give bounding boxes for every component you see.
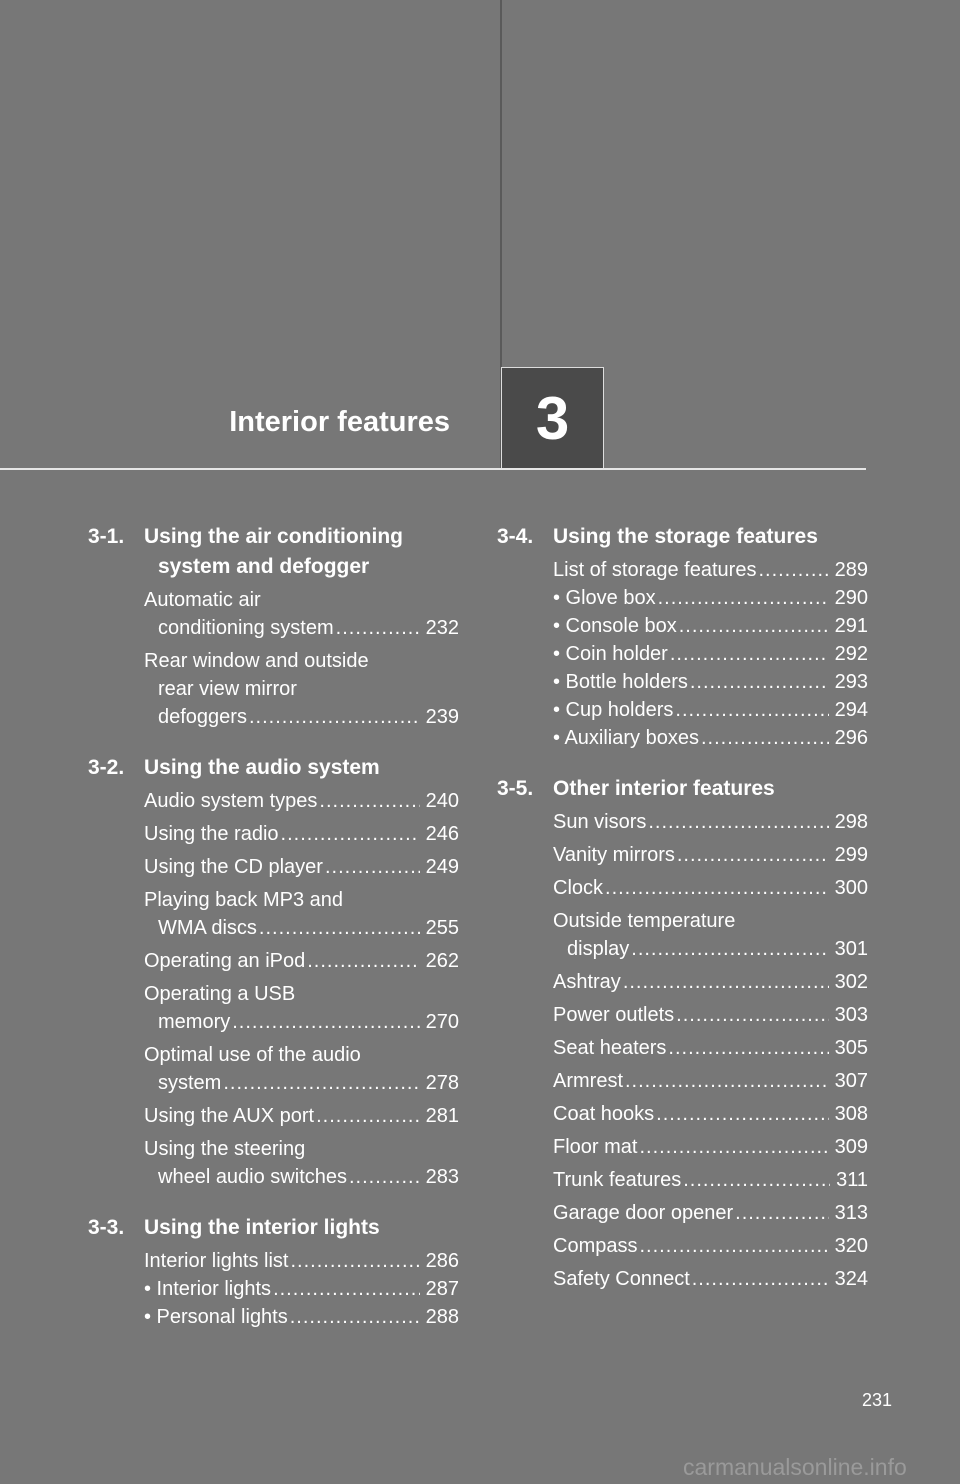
toc-entry-text: Operating an iPod: [144, 950, 306, 972]
toc-entry[interactable]: [553, 1001, 868, 1029]
leader-dots: [676, 1001, 828, 1029]
toc-entry-text: system: [158, 1072, 222, 1094]
toc-entry[interactable]: [553, 1067, 868, 1095]
leader-dots: [249, 703, 420, 731]
toc-entry-row: [144, 1163, 459, 1191]
toc-entry[interactable]: [144, 820, 459, 848]
toc-entry[interactable]: [553, 1166, 868, 1194]
leader-dots: [683, 1166, 830, 1194]
leader-dots: [223, 1069, 419, 1097]
section-heading: [88, 753, 468, 783]
section-number: 3-4.: [497, 525, 534, 548]
leader-dots: [735, 1199, 828, 1227]
toc-entry[interactable]: [553, 907, 868, 963]
leader-dots: [690, 668, 829, 696]
leader-dots: [639, 1232, 828, 1260]
toc-entry-text: Rear window and outside: [144, 650, 369, 672]
toc-page-number: 240: [425, 790, 459, 812]
toc-entry-text: Safety Connect: [553, 1268, 690, 1290]
toc-page-number: 292: [834, 643, 868, 665]
leader-dots: [259, 914, 420, 942]
toc-page-number: 239: [425, 706, 459, 728]
section-title: [553, 522, 877, 552]
toc-entry[interactable]: [553, 874, 868, 902]
leader-dots: [290, 1303, 420, 1331]
toc-entry-row: [553, 668, 868, 696]
toc-entry-row: [553, 1001, 868, 1029]
toc-page-number: 313: [834, 1202, 868, 1224]
toc-entry-row: [553, 556, 868, 584]
toc-entry-text: • Console box: [553, 615, 677, 637]
leader-dots: [605, 874, 829, 902]
toc-section: [497, 774, 877, 1293]
toc-entry-text: conditioning system: [158, 617, 334, 639]
toc-page-number: 290: [834, 587, 868, 609]
toc-entry-text: Coat hooks: [553, 1103, 655, 1125]
toc-entry-text: List of storage features: [553, 559, 757, 581]
toc-right-column: [497, 522, 877, 1315]
toc-entry[interactable]: [553, 584, 868, 612]
toc-entry[interactable]: [553, 1034, 868, 1062]
toc-section: [88, 1213, 468, 1331]
toc-entry-row: [144, 820, 459, 848]
toc-entry[interactable]: [553, 668, 868, 696]
toc-entry-text: defoggers: [158, 706, 247, 728]
toc-entry-row: [144, 787, 459, 815]
leader-dots: [648, 808, 828, 836]
toc-entry-row: [553, 612, 868, 640]
toc-entry[interactable]: [144, 1041, 459, 1097]
toc-left-column: [88, 522, 468, 1353]
toc-entry[interactable]: [144, 1135, 459, 1191]
toc-entry-row: [144, 853, 459, 881]
section-title-line: Using the interior lights: [144, 1216, 380, 1239]
section-number: 3-1.: [88, 525, 125, 548]
toc-entry-text: Armrest: [553, 1070, 623, 1092]
toc-entry-row: [144, 614, 459, 642]
toc-entry[interactable]: [553, 696, 868, 724]
toc-page-number: 246: [425, 823, 459, 845]
toc-entry-text: Using the AUX port: [144, 1105, 315, 1127]
toc-entry-row: [553, 1100, 868, 1128]
toc-entry-text: • Bottle holders: [553, 671, 688, 693]
toc-entry[interactable]: [144, 886, 459, 942]
toc-page-number: 301: [834, 938, 868, 960]
leader-dots: [273, 1275, 420, 1303]
toc-entry-text: Using the steering: [144, 1138, 306, 1160]
toc-entry-row: [553, 968, 868, 996]
toc-entry-row: [553, 1265, 868, 1293]
toc-entries: [144, 787, 459, 1191]
toc-entry[interactable]: [553, 1100, 868, 1128]
toc-entry-text: • Coin holder: [553, 643, 668, 665]
toc-entry-text: Power outlets: [553, 1004, 675, 1026]
section-title-line: Using the storage features: [553, 525, 818, 548]
toc-entry-text: Operating a USB: [144, 983, 296, 1005]
toc-entry-text: rear view mirror: [158, 678, 297, 700]
toc-entry[interactable]: [553, 841, 868, 869]
leader-dots: [670, 640, 829, 668]
leader-dots: [232, 1008, 419, 1036]
toc-entry-row: [553, 640, 868, 668]
toc-entry-text: Floor mat: [553, 1136, 638, 1158]
toc-entry[interactable]: [144, 1275, 459, 1303]
leader-dots: [701, 724, 829, 752]
leader-dots: [758, 556, 828, 584]
leader-dots: [658, 584, 829, 612]
toc-entry-text: • Personal lights: [144, 1306, 288, 1328]
toc-entry-text: Seat heaters: [553, 1037, 667, 1059]
toc-entry[interactable]: [553, 1265, 868, 1293]
section-title-line: Using the air conditioning: [144, 525, 403, 548]
toc-entry-row: [144, 1008, 459, 1036]
toc-page-number: 286: [425, 1250, 459, 1272]
toc-entries: [144, 1247, 459, 1331]
section-title: [553, 774, 877, 804]
section-heading: [88, 1213, 468, 1243]
toc-entry[interactable]: [144, 1247, 459, 1275]
leader-dots: [336, 614, 420, 642]
toc-entry-row: [553, 584, 868, 612]
leader-dots: [656, 1100, 828, 1128]
toc-entry[interactable]: [553, 1232, 868, 1260]
toc-entry[interactable]: [144, 787, 459, 815]
toc-entry-row: [144, 947, 459, 975]
toc-entry-text: Vanity mirrors: [553, 844, 675, 866]
section-number: 3-2.: [88, 756, 125, 779]
toc-page-number: 303: [834, 1004, 868, 1026]
toc-page-number: 302: [834, 971, 868, 993]
toc-entry-row: [144, 1303, 459, 1331]
leader-dots: [325, 853, 420, 881]
leader-dots: [631, 935, 828, 963]
toc-entry-row: [553, 1067, 868, 1095]
section-heading: [497, 522, 877, 552]
toc-page-number: 311: [836, 1169, 868, 1191]
toc-page-number: 305: [834, 1037, 868, 1059]
toc-entry-text: Garage door opener: [553, 1202, 734, 1224]
toc-entry-text: • Auxiliary boxes: [553, 727, 699, 749]
toc-entry-row: [144, 1247, 459, 1275]
toc-entry-text: • Cup holders: [553, 699, 674, 721]
toc-entry[interactable]: [144, 586, 459, 642]
toc-entry-text: • Glove box: [553, 587, 656, 609]
leader-dots: [319, 787, 419, 815]
toc-page-number: 320: [834, 1235, 868, 1257]
toc-entry[interactable]: [144, 947, 459, 975]
toc-entry-row: [553, 935, 868, 963]
toc-entry[interactable]: [553, 1133, 868, 1161]
section-title: [144, 753, 468, 783]
toc-entries: [553, 808, 868, 1293]
toc-entry-row: [553, 1133, 868, 1161]
toc-entry[interactable]: [144, 647, 459, 731]
section-heading: [497, 774, 877, 804]
toc-entry-row: [144, 914, 459, 942]
toc-entry[interactable]: [553, 1199, 868, 1227]
toc-entry-row: [144, 703, 459, 731]
toc-entry-text: Outside temperature: [553, 910, 736, 932]
toc-page-number: 309: [834, 1136, 868, 1158]
toc-entry-row: [144, 1102, 459, 1130]
toc-entry[interactable]: [553, 808, 868, 836]
toc-entry-row: [553, 1034, 868, 1062]
chapter-number-tab: 3: [501, 367, 604, 469]
toc-page-number: 324: [834, 1268, 868, 1290]
section-title-line: system and defogger: [158, 555, 370, 578]
toc-section: [88, 522, 468, 731]
toc-entry-text: Using the CD player: [144, 856, 323, 878]
toc-entry[interactable]: [553, 968, 868, 996]
toc-page-number: 249: [425, 856, 459, 878]
toc-page-number: 307: [834, 1070, 868, 1092]
leader-dots: [623, 968, 829, 996]
toc-entry-text: Automatic air: [144, 589, 261, 611]
section-number: 3-3.: [88, 1216, 125, 1239]
toc-entry-text: Sun visors: [553, 811, 647, 833]
toc-entry-row: [553, 1199, 868, 1227]
section-title: [144, 522, 468, 582]
toc-page-number: 293: [834, 671, 868, 693]
toc-entry[interactable]: [553, 640, 868, 668]
toc-page-number: 281: [425, 1105, 459, 1127]
header-divider-horizontal: [0, 468, 866, 470]
toc-entries: [144, 586, 459, 731]
watermark: carmanualsonline.info: [683, 1454, 907, 1480]
toc-entry-row: [553, 1232, 868, 1260]
toc-entry-text: Compass: [553, 1235, 638, 1257]
leader-dots: [668, 1034, 828, 1062]
toc-entry[interactable]: [144, 980, 459, 1036]
toc-entry-text: wheel audio switches: [158, 1166, 347, 1188]
toc-entry[interactable]: [553, 612, 868, 640]
toc-entry-row: [553, 874, 868, 902]
leader-dots: [679, 612, 829, 640]
toc-page-number: 308: [834, 1103, 868, 1125]
toc-entry-text: Interior lights list: [144, 1250, 289, 1272]
toc-entry[interactable]: [144, 1303, 459, 1331]
toc-page-number: 270: [425, 1011, 459, 1033]
toc-entry[interactable]: [144, 1102, 459, 1130]
toc-page-number: 299: [834, 844, 868, 866]
toc-page-number: 294: [834, 699, 868, 721]
chapter-title: Interior features: [229, 406, 450, 438]
leader-dots: [281, 820, 420, 848]
toc-entry-text: Clock: [553, 877, 604, 899]
toc-entry[interactable]: [144, 853, 459, 881]
toc-entry-text: Ashtray: [553, 971, 621, 993]
leader-dots: [675, 696, 828, 724]
toc-page-number: 291: [834, 615, 868, 637]
section-title-line: Using the audio system: [144, 756, 380, 779]
section-number: 3-5.: [497, 777, 534, 800]
leader-dots: [639, 1133, 828, 1161]
toc-entry[interactable]: [553, 556, 868, 584]
section-title: [144, 1213, 468, 1243]
toc-page-number: 300: [834, 877, 868, 899]
toc-entry-row: [144, 1069, 459, 1097]
toc-entry-text: Playing back MP3 and: [144, 889, 344, 911]
toc-page-number: 289: [834, 559, 868, 581]
toc-entry-row: [553, 808, 868, 836]
toc-entry-text: WMA discs: [158, 917, 257, 939]
toc-entry-text: • Interior lights: [144, 1278, 272, 1300]
toc-entry-text: Optimal use of the audio: [144, 1044, 361, 1066]
section-heading: [88, 522, 468, 582]
page-number: 231: [862, 1390, 893, 1410]
toc-entry-text: Trunk features: [553, 1169, 682, 1191]
toc-entry-row: [553, 696, 868, 724]
toc-page-number: 288: [425, 1306, 459, 1328]
toc-page-number: 232: [425, 617, 459, 639]
toc-entry-row: [144, 1275, 459, 1303]
toc-page-number: 262: [425, 950, 459, 972]
toc-entry-text: Using the radio: [144, 823, 279, 845]
toc-entry[interactable]: [553, 724, 868, 752]
leader-dots: [291, 1247, 420, 1275]
toc-entry-row: [553, 1166, 868, 1194]
toc-entry-text: display: [567, 938, 630, 960]
toc-section: [497, 522, 877, 752]
section-title-line: Other interior features: [553, 777, 775, 800]
toc-page-number: 255: [425, 917, 459, 939]
toc-page-number: 287: [425, 1278, 459, 1300]
leader-dots: [692, 1265, 829, 1293]
toc-section: [88, 753, 468, 1191]
toc-entry-row: [553, 724, 868, 752]
leader-dots: [307, 947, 419, 975]
toc-entry-row: [553, 841, 868, 869]
toc-entry-text: memory: [158, 1011, 231, 1033]
leader-dots: [349, 1163, 420, 1191]
toc-page-number: 278: [425, 1072, 459, 1094]
toc-page-number: 298: [834, 811, 868, 833]
toc-page-number: 283: [425, 1166, 459, 1188]
toc-entries: [553, 556, 868, 752]
leader-dots: [677, 841, 829, 869]
leader-dots: [316, 1102, 420, 1130]
leader-dots: [625, 1067, 829, 1095]
toc-page-number: 296: [834, 727, 868, 749]
toc-entry-text: Audio system types: [144, 790, 318, 812]
